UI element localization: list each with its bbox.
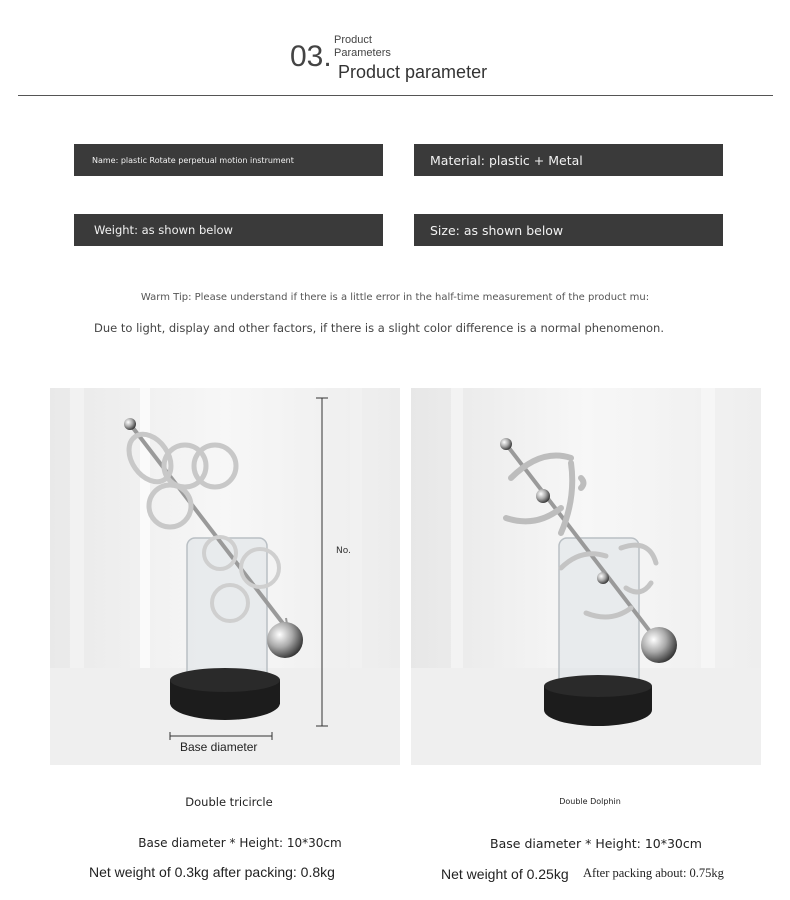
divider [18, 95, 773, 96]
param-weight [74, 214, 383, 246]
section-title: Product parameter [338, 62, 488, 82]
color-notice: Due to light, display and other factors, if there is a slight color difference is a normal phenomenon. [94, 321, 664, 335]
param-size-text: Size: as shown below [430, 222, 564, 238]
product-weight-dolphin-net: Net weight of 0.25kg [441, 866, 569, 882]
product-photo-dolphin [411, 388, 761, 765]
product-weight-dolphin-packed: After packing about: 0.75kg [583, 866, 724, 880]
section-subtitle-line1: Product [334, 34, 372, 46]
param-size [414, 214, 723, 246]
section-subtitle-line2: Parameters [334, 47, 391, 59]
param-name [74, 144, 383, 176]
height-marker-label: No. [336, 546, 351, 556]
section-number: 03. [290, 40, 332, 73]
param-weight-text: Weight: as shown below [94, 223, 233, 237]
product-photo-tricircle [50, 388, 400, 765]
param-name-text: Name: plastic Rotate perpetual motion instrument [92, 155, 294, 165]
product-weight-tricircle: Net weight of 0.3kg after packing: 0.8kg [89, 864, 335, 880]
product-name-dolphin: Double Dolphin [559, 797, 621, 806]
warm-tip: Warm Tip: Please understand if there is a little error in the half-time measurement of the product mu: [140, 292, 650, 303]
param-material-text: Material: plastic + Metal [430, 152, 583, 168]
product-size-dolphin: Base diameter * Height: 10*30cm [490, 836, 702, 851]
param-material [414, 144, 723, 176]
product-name-tricircle: Double tricircle [185, 795, 273, 809]
product-size-tricircle: Base diameter * Height: 10*30cm [138, 836, 342, 850]
base-diameter-label: Base diameter [180, 740, 258, 754]
